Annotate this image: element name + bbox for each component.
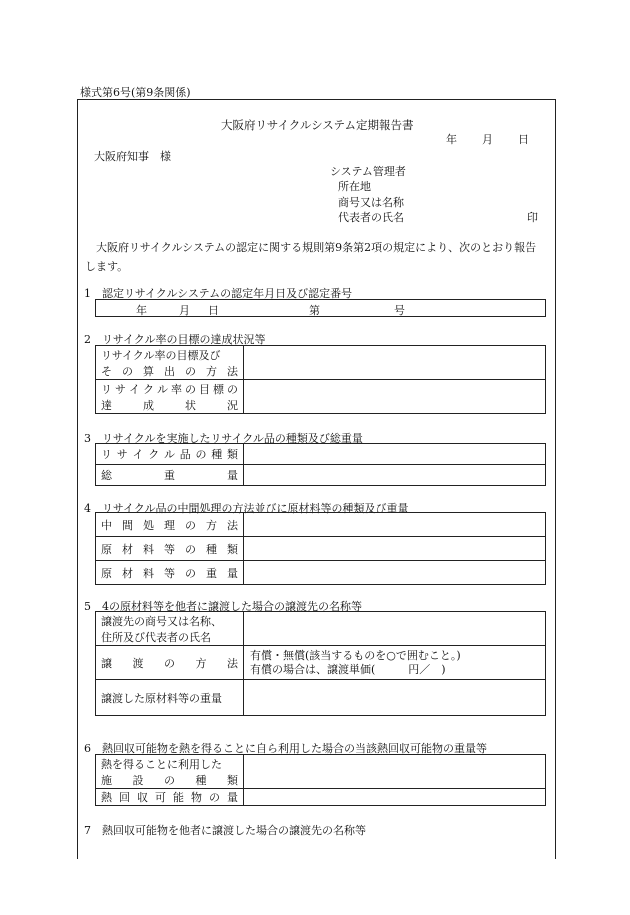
material-type-value[interactable] xyxy=(244,537,546,561)
ch: 料 xyxy=(143,566,154,580)
label-line: 住所及び代表者の氏名 xyxy=(101,630,211,644)
recycle-achievement-value[interactable] xyxy=(244,380,546,414)
ch: 法 xyxy=(227,656,238,670)
ch: 方 xyxy=(206,518,217,532)
recycle-target-value[interactable] xyxy=(244,346,546,380)
ch: 標 xyxy=(213,382,224,396)
ch: 重 xyxy=(164,469,175,482)
date-day: 日 xyxy=(518,133,529,146)
section-3-heading: 3 リサイクルを実施したリサイクル品の種類及び総重量 xyxy=(84,432,363,445)
transfer-method-label xyxy=(96,646,244,680)
cert-number-box xyxy=(95,299,546,317)
ch: 率 xyxy=(171,382,182,396)
ch: 総 xyxy=(101,469,112,482)
ch: の xyxy=(122,364,133,378)
ch: イ xyxy=(129,382,140,396)
ch: 熱 xyxy=(101,791,112,804)
section-5-table xyxy=(95,611,546,716)
label-line-justified xyxy=(101,772,243,788)
cert-day: 日 xyxy=(208,304,219,317)
ch: 出 xyxy=(164,364,175,378)
total-weight-label xyxy=(96,465,244,486)
ch: 施 xyxy=(101,773,112,787)
ch: 収 xyxy=(137,791,148,804)
ch: 間 xyxy=(122,518,133,532)
section-1-heading: 1 認定リサイクルシステムの認定年月日及び認定番号 xyxy=(84,287,353,300)
ch: の xyxy=(185,382,196,396)
ch: 方 xyxy=(206,364,217,378)
total-weight-value[interactable] xyxy=(244,465,546,486)
ch: の xyxy=(227,382,238,396)
ch: 況 xyxy=(227,398,238,412)
recycled-item-type-label xyxy=(96,444,244,465)
label-line: 譲渡先の商号又は名称、 xyxy=(101,614,222,628)
section-3-table xyxy=(95,443,546,486)
ch: 類 xyxy=(227,773,238,787)
label-line-justified xyxy=(101,565,243,581)
label-line-justified xyxy=(101,446,243,462)
transferred-weight-label xyxy=(96,680,244,716)
ch: 種 xyxy=(211,448,223,461)
material-type-label xyxy=(96,537,244,561)
ch: の xyxy=(195,448,207,461)
ch: の xyxy=(185,542,196,556)
ch: 渡 xyxy=(132,656,144,670)
material-weight-value[interactable] xyxy=(244,561,546,585)
facility-type-value[interactable] xyxy=(244,755,546,789)
ch: そ xyxy=(101,364,112,378)
label-line-justified xyxy=(101,467,243,483)
ch: 種 xyxy=(195,773,207,787)
ch: 法 xyxy=(227,364,238,378)
transfer-method-value[interactable] xyxy=(244,646,546,680)
section-6-heading: 6 熱回収可能物を熱を得ることに自ら利用した場合の当該熱回収可能物の重量等 xyxy=(84,742,487,755)
ch: 料 xyxy=(143,542,154,556)
ch: 状 xyxy=(185,398,196,412)
recycled-item-type-value[interactable] xyxy=(244,444,546,465)
section-4-heading: 4 リサイクル品の中間処理の方法並びに原材料等の種類及び重量 xyxy=(84,502,409,515)
heat-recovery-amount-value[interactable] xyxy=(244,789,546,806)
ch: 達 xyxy=(101,398,112,412)
material-weight-label xyxy=(96,561,244,585)
ch: 原 xyxy=(101,542,112,556)
form-number-label: 様式第6号(第9条関係) xyxy=(80,86,191,99)
ch: の xyxy=(164,773,175,787)
seal-mark: 印 xyxy=(527,211,538,224)
ch: の xyxy=(209,791,220,804)
ch: ク xyxy=(148,448,160,461)
ch: 設 xyxy=(132,773,144,787)
cert-no-suffix: 号 xyxy=(394,304,405,317)
recycle-achievement-label xyxy=(96,380,244,414)
ch: 重 xyxy=(206,566,217,580)
label-line-justified xyxy=(101,517,243,533)
date-month: 月 xyxy=(482,133,493,146)
transferee-name-value[interactable] xyxy=(244,612,546,646)
ch: リ xyxy=(101,448,112,461)
ch: ク xyxy=(143,382,154,396)
sender-name-label: 商号又は名称 xyxy=(338,196,404,209)
transferred-weight-value[interactable] xyxy=(244,680,546,716)
intro-text: 大阪府リサイクルシステムの認定に関する規則第9条第2項の規定により、次のとおり報告します。 xyxy=(85,241,537,273)
label-line: リサイクル率の目標及び xyxy=(101,348,221,362)
ch: 量 xyxy=(227,469,238,482)
ch: 等 xyxy=(164,566,175,580)
ch: 回 xyxy=(119,791,130,804)
cert-no-prefix: 第 xyxy=(309,304,320,317)
label-line-justified xyxy=(101,789,243,805)
label-line-justified xyxy=(101,397,243,413)
facility-type-label xyxy=(96,755,244,789)
ch: サ xyxy=(116,448,128,461)
ch: サ xyxy=(115,382,126,396)
date-year: 年 xyxy=(446,133,457,146)
ch: 法 xyxy=(227,518,238,532)
transfer-method-note-2: 有償の場合は、譲渡単価( 円／ ) xyxy=(250,662,446,676)
ch: イ xyxy=(132,448,144,461)
recipient: 大阪府知事 様 xyxy=(94,150,171,163)
transferee-name-label xyxy=(96,612,244,646)
ch: 品 xyxy=(179,448,191,461)
label-line: 熱を得ることに利用した xyxy=(101,757,222,771)
processing-method-label xyxy=(96,513,244,537)
section-5-heading: 5 4の原材料等を他者に譲渡した場合の譲渡先の名称等 xyxy=(84,600,362,613)
section-7-heading: 7 熱回収可能物を他者に譲渡した場合の譲渡先の名称等 xyxy=(84,824,366,837)
ch: の xyxy=(185,518,196,532)
label-line-justified xyxy=(101,363,243,379)
ch: 類 xyxy=(227,542,238,556)
ch: 方 xyxy=(195,656,207,670)
ch: 処 xyxy=(143,518,154,532)
ch: ル xyxy=(157,382,168,396)
label-line-justified xyxy=(101,541,243,557)
ch: 材 xyxy=(122,566,133,580)
ch: の xyxy=(185,364,196,378)
transfer-method-note-1: 有償・無償(該当するものを○で囲むこと。) xyxy=(250,648,461,662)
ch: 種 xyxy=(206,542,217,556)
section-6-table xyxy=(95,754,546,806)
cert-year: 年 xyxy=(136,304,147,317)
ch: ル xyxy=(164,448,175,461)
document-title: 大阪府リサイクルシステム定期報告書 xyxy=(221,118,414,132)
ch: 物 xyxy=(191,791,202,804)
ch: 能 xyxy=(173,791,184,804)
recycle-target-label xyxy=(96,346,244,380)
sender-heading: システム管理者 xyxy=(330,165,406,178)
processing-method-value[interactable] xyxy=(244,513,546,537)
ch: 理 xyxy=(164,518,175,532)
ch: の xyxy=(185,566,196,580)
ch: 中 xyxy=(101,518,112,532)
section-4-table xyxy=(95,512,546,585)
ch: 目 xyxy=(199,382,210,396)
ch: 成 xyxy=(143,398,154,412)
heat-recovery-amount-label xyxy=(96,789,244,806)
ch: 等 xyxy=(164,542,175,556)
sender-address-label: 所在地 xyxy=(338,180,371,193)
ch: 可 xyxy=(155,791,166,804)
section-2-heading: 2 リサイクル率の目標の達成状況等 xyxy=(84,333,266,346)
label-line: 譲渡した原材料等の重量 xyxy=(101,691,222,705)
ch: 材 xyxy=(122,542,133,556)
section-2-table xyxy=(95,345,546,414)
ch: 量 xyxy=(227,566,238,580)
label-line-justified xyxy=(101,655,243,671)
ch: 譲 xyxy=(101,656,112,670)
ch: 原 xyxy=(101,566,112,580)
ch: 類 xyxy=(227,448,238,461)
ch: の xyxy=(164,656,175,670)
cert-month: 月 xyxy=(179,304,190,317)
label-line-justified xyxy=(101,381,243,397)
ch: 算 xyxy=(143,364,154,378)
sender-rep-label: 代表者の氏名 xyxy=(338,211,404,224)
ch: リ xyxy=(101,382,112,396)
ch: 量 xyxy=(227,791,238,804)
